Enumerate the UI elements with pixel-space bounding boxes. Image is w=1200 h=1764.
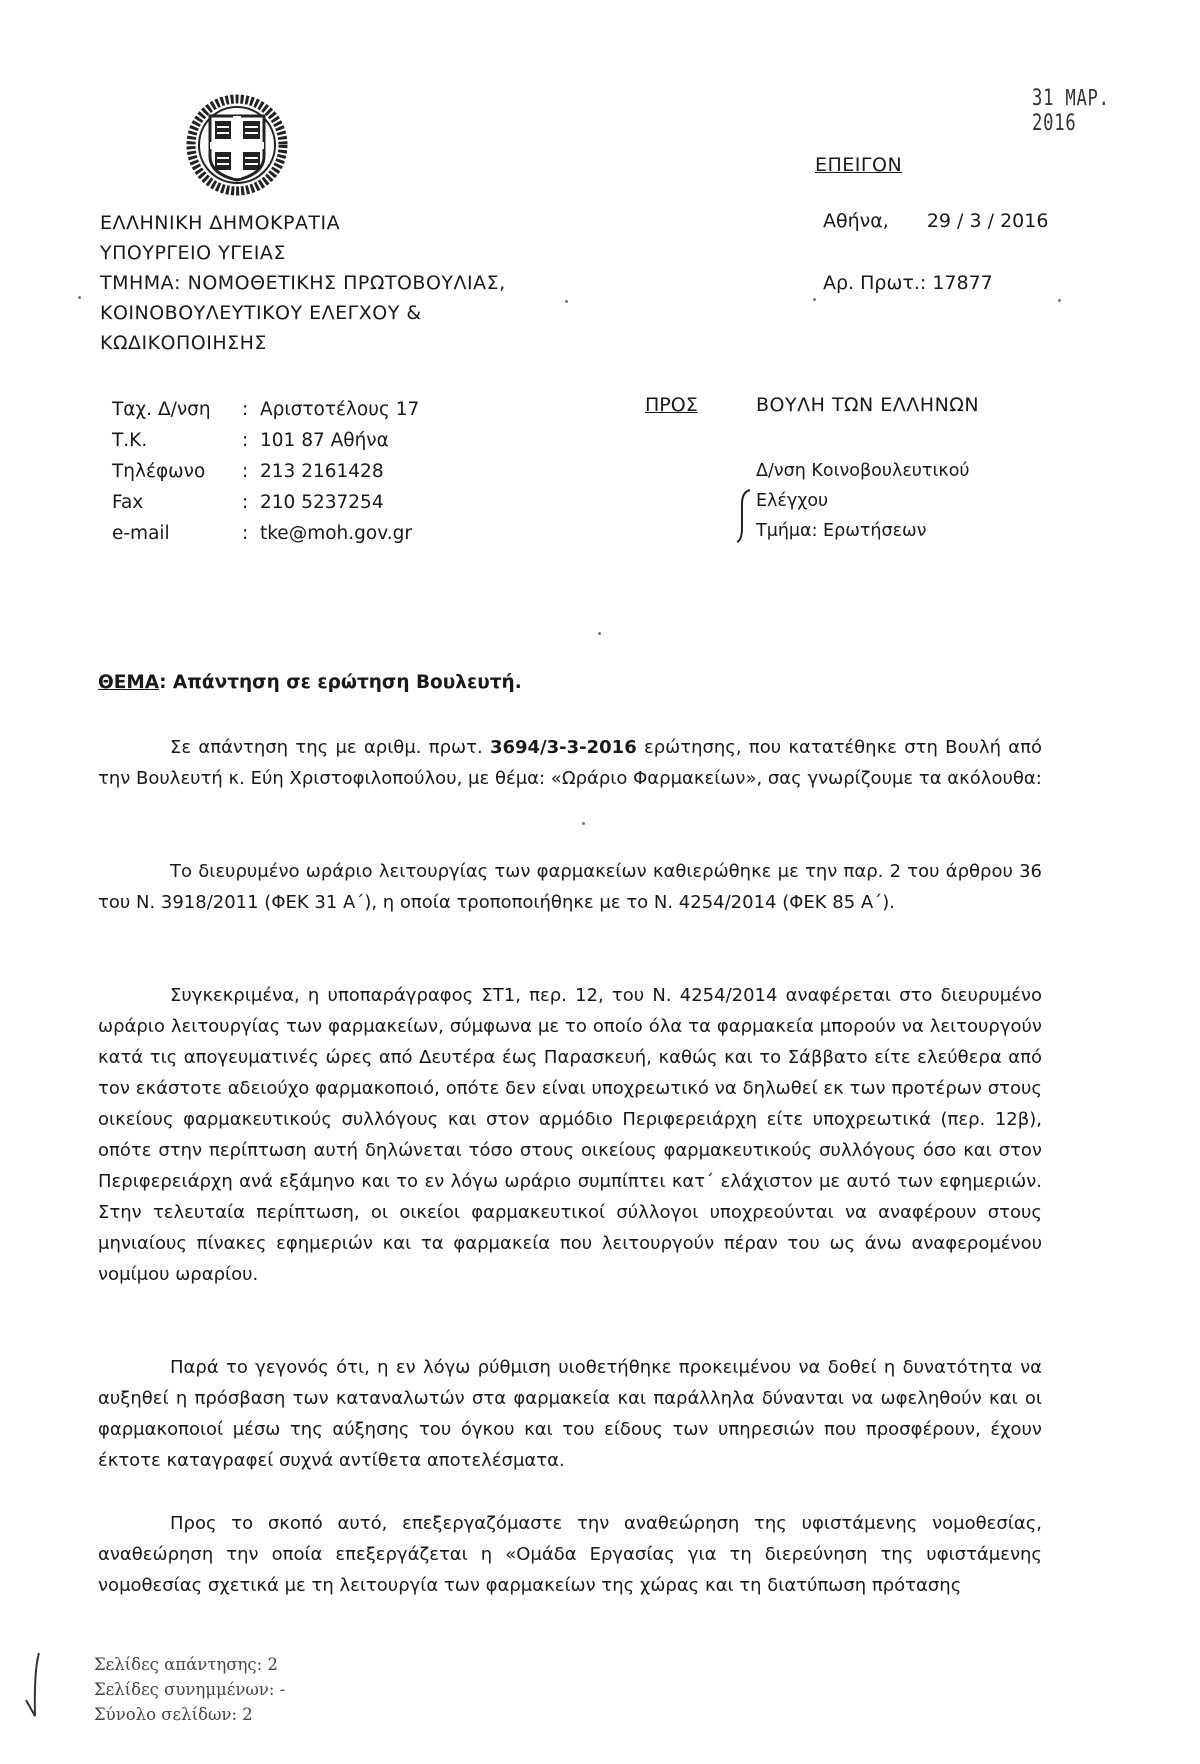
contact-label: e-mail — [112, 523, 170, 544]
contact-row-email: e-mail : tke@moh.gov.gr — [112, 518, 419, 549]
org-line-department-cont: ΚΟΙΝΟΒΟΥΛΕΥΤΙΚΟΥ ΕΛΕΓΧΟΥ & — [100, 302, 422, 324]
subject-label: ΘΕΜΑ — [98, 672, 160, 693]
page-count-block — [94, 1652, 285, 1727]
place-label: Αθήνα, — [823, 210, 889, 232]
received-date-stamp: 31 ΜΑΡ. 2016 — [1032, 86, 1110, 136]
scan-speck — [1058, 299, 1061, 302]
contact-value: 213 2161428 — [260, 461, 384, 482]
total-pages: Σύνολο σελίδων: 2 — [94, 1705, 253, 1724]
body-paragraph-5 — [98, 1508, 1042, 1601]
urgency-label: ΕΠΕΙΓΟΝ — [815, 154, 903, 176]
scan-speck — [78, 296, 81, 299]
handwritten-checkmark-icon — [22, 1650, 42, 1720]
contact-value: 101 87 Αθήνα — [260, 430, 389, 451]
greek-coat-of-arms-icon — [186, 94, 288, 196]
org-line-republic: ΕΛΛΗΝΙΚΗ ΔΗΜΟΚΡΑΤΙΑ — [100, 212, 341, 234]
protocol-number: Αρ. Πρωτ.: 17877 — [823, 272, 993, 294]
contact-label: Fax — [112, 492, 144, 513]
contact-block — [112, 394, 419, 549]
body-paragraph-3 — [98, 980, 1042, 1290]
subject-text: : Απάντηση σε ερώτηση Βουλευτή. — [159, 672, 522, 693]
contact-email-link[interactable]: tke@moh.gov.gr — [260, 523, 412, 544]
paragraph-text: ερώτησης, που κατατέθηκε στη Βουλή από την Βουλευτή κ. Εύη Χριστοφιλοπούλου, με θέμα: «Ωράριο Φαρμακείων», σας γνωρίζουμε τα ακόλουθα: — [98, 737, 1042, 789]
recipient-department — [756, 456, 970, 546]
paragraph-text: Συγκεκριμένα, η υποπαράγραφος ΣΤ1, περ. 12, του Ν. 4254/2014 αναφέρεται στο διευρυμένο ωράριο λειτουργίας των φαρμακείων, σύμφωνα με το οποίο όλα τα φαρμακεία μπορούν να λειτουργούν κατά τις απογευματινές ώρες από Δευτέρα έως Παρασκευή, καθώς και το Σάββατο είτε ελεύθερα από τον εκάστοτε αδειούχο φαρμακοποιό, οπότε δεν είναι υποχρεωτικό να δηλωθεί εκ των προτέρων στους οικείους φαρμακευτικούς συλλόγους και στον αρμόδιο Περιφερειάρχη είτε υποχρεωτικά (περ. 12β), οπότε στην περίπτωση αυτή δηλώνεται τόσο στους οικείους φαρμακευτικούς συλλόγους όσο και στον Περιφερειάρχη ανά εξάμηνο και το εν λόγω ωράριο συμπίπτει κατ΄ ελάχιστον με αυτό των εφημεριών. Στην τελευταία περίπτωση, οι οικείοι φαρμακευτικοί σύλλογοι υποχρεούνται να αναφέρουν στους μηνιαίους πίνακες εφημεριών και τα φαρμακεία που λειτουργούν πέραν του ως άνω αναφερομένου νομίμου ωραρίου. — [98, 985, 1042, 1285]
attachment-pages: Σελίδες συνημμένων: - — [94, 1680, 286, 1699]
organization-header — [100, 208, 506, 358]
contact-value: 210 5237254 — [260, 492, 384, 513]
handwritten-bracket-icon — [736, 488, 752, 544]
recipient-line: Τμήμα: Ερωτήσεων — [756, 521, 927, 541]
scan-speck — [565, 300, 568, 303]
paragraph-text: Παρά το γεγονός ότι, η εν λόγω ρύθμιση υιοθετήθηκε προκειμένου να δοθεί η δυνατότητα να αυξηθεί η πρόσβαση των καταναλωτών στα φαρμακεία και παράλληλα δύνανται να ωφεληθούν και οι φαρμακοποιοί μέσω της αύξησης του όγκου και του είδους των υπηρεσιών που προσφέρουν, έχουν έκτοτε καταγραφεί συχνά αντίθετα αποτελέσματα. — [98, 1357, 1042, 1471]
recipient-line: Δ/νση Κοινοβουλευτικού — [756, 461, 970, 481]
contact-row-phone: Τηλέφωνο : 213 2161428 — [112, 456, 419, 487]
body-paragraph-2 — [98, 856, 1042, 918]
answer-pages: Σελίδες απάντησης: 2 — [94, 1655, 278, 1674]
recipient-name: ΒΟΥΛΗ ΤΩΝ ΕΛΛΗΝΩΝ — [756, 394, 980, 416]
scan-speck — [813, 298, 816, 301]
paragraph-text: Το διευρυμένο ωράριο λειτουργίας των φαρμακείων καθιερώθηκε με την παρ. 2 του άρθρου 36 του Ν. 3918/2011 (ΦΕΚ 31 Α΄), η οποία τροποποιήθηκε με το Ν. 4254/2014 (ΦΕΚ 85 Α΄). — [98, 861, 1042, 913]
scan-speck — [598, 632, 601, 635]
contact-value: Αριστοτέλους 17 — [260, 399, 420, 420]
org-line-department: ΤΜΗΜΑ: ΝΟΜΟΘΕΤΙΚΗΣ ΠΡΩΤΟΒΟΥΛΙΑΣ, — [100, 272, 506, 294]
scan-speck — [582, 822, 585, 825]
document-date: 29 / 3 / 2016 — [926, 210, 1049, 232]
subject-line — [98, 672, 522, 693]
body-paragraph-1 — [98, 732, 1042, 794]
contact-label: Ταχ. Δ/νση — [112, 399, 211, 420]
org-line-ministry: ΥΠΟΥΡΓΕΙΟ ΥΓΕΙΑΣ — [100, 242, 286, 264]
contact-row-postal-code: Τ.Κ. : 101 87 Αθήνα — [112, 425, 419, 456]
org-line-department-end: ΚΩΔΙΚΟΠΟΙΗΣΗΣ — [100, 332, 267, 354]
paragraph-text: Προς το σκοπό αυτό, επεξεργαζόμαστε την αναθεώρηση της υφιστάμενης νομοθεσίας, αναθεώρηση την οποία επεξεργάζεται η «Ομάδα Εργασίας για τη διερεύνηση της υφιστάμενης νομοθεσίας σχετικά με τη λειτουργία των φαρμακείων της χώρας και τη διατύπωση πρότασης — [98, 1513, 1042, 1596]
to-label: ΠΡΟΣ — [645, 394, 698, 416]
question-reference: 3694/3-3-2016 — [489, 737, 637, 758]
paragraph-text: Σε απάντηση της με αριθμ. πρωτ. — [170, 737, 490, 758]
contact-label: Τ.Κ. — [112, 430, 148, 451]
contact-label: Τηλέφωνο — [112, 461, 206, 482]
date-line — [823, 210, 1048, 232]
recipient-line: Ελέγχου — [756, 491, 829, 511]
body-paragraph-4 — [98, 1352, 1042, 1476]
contact-row-fax: Fax : 210 5237254 — [112, 487, 419, 518]
contact-row-address: Ταχ. Δ/νση : Αριστοτέλους 17 — [112, 394, 419, 425]
